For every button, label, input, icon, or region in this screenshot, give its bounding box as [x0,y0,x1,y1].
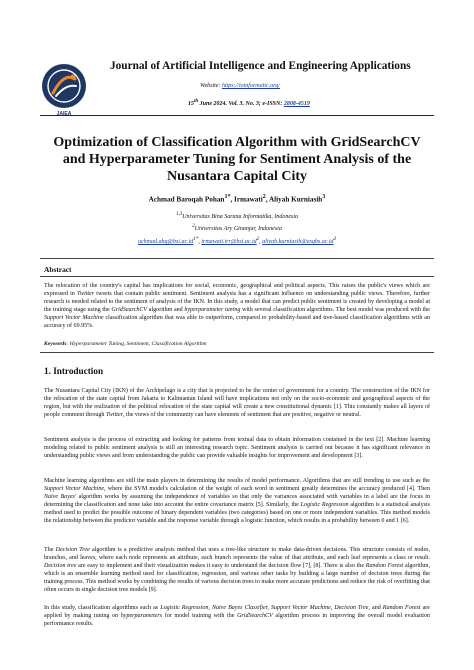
journal-logo-icon [40,62,88,110]
author-sup: 3 [322,194,326,200]
keywords-label: Keywords [44,341,67,347]
author-list [0,194,474,203]
section-heading: 1. Introduction [44,366,104,376]
journal-title: Journal of Artificial Intelligence and Engineering Applications [110,60,411,72]
email-sup: 2 [256,237,260,242]
affiliation-sup: 2 [192,224,195,229]
affiliation-1 [0,212,474,220]
author-sup: 2 [262,194,266,200]
affiliation-text: Universitas Bina Sarana Informatika, Indonesia [182,214,299,220]
body-paragraph: In this study, classification algorithms such as Logistic Regression, Naive Bayes Classifier, Support Vector Machine, Decision Tree, and Random Forest are applied by making tuning on hyperparameters for model training with the GridSearchCV algorithm process in improving the overall model evaluation performance results. [44,605,430,627]
author-name: Irmawati [234,195,263,204]
logo-label: JAIEA [56,111,72,117]
issn-link[interactable]: 2808-4519 [283,101,310,107]
body-paragraph: Machine learning algorithms are still the main players in determining the results of model performance. Algorithms that are still trending to use such as the Support Vector Machine, where the SVM model's calculation of the weight of each word in sentiment greatly determines the accuracy produced [4]. Then Naive Bayes' algorithm works by assuming the independence of variables so that only the variances associated with variables in a label are the focus in determining the classification and none take into account the entire covariance matrix [5]. Similarly, the Logistic Regression algorithm is a statistical analysis method used to predict the possible outcome of binary dependent variables (two categories) based on one or more independent variables. This method models the relationship between the predictor variable and the response variable through a logistic function, which results in a probability between 0 and 1 [6]. [44,478,430,524]
email-sep: , [259,239,263,245]
issue-day: 15 [188,101,194,107]
author-sep: , [265,195,269,204]
header-divider [40,115,434,116]
email-link[interactable]: aliyah.kurniasih@esqbs.ac.id [262,239,334,245]
issue-text: June 2024. Vol. 3. No. 3; e-ISSN: [198,101,284,107]
paper-title-line: and Hyperparameter Tuning for Sentiment Analysis of the [62,152,412,167]
issue-line [188,99,310,107]
body-paragraph: The Decision Tree algorithm is a predictive analysis method that uses a tree-like structure to make data-driven decisions. This structure consists of nodes, branches, and leaves, where each node represents an attribute, each branch represents the value of that attribute, and each leaf represents a class or result. Decision tree are easy to implement and their visualization makes it easy to understand the decision flow [7], [8]. There is also the Random Forest algorithm, which is an ensemble learning method used for classification, regression, and various other tasks by building a large number of decision trees during the training process. This method works by combining the results of various decision trees to make more accurate predictions and reduce the risk of overfitting that often occurs in single decision tree models [9]. [44,547,430,593]
author-name: Aliyah Kurniasih [268,195,323,204]
paper-title-line: Nusantara Capital City [166,169,307,184]
abstract-text: The relocation of the country's capital has implications for social, economic, geographical and political aspects. This raises the public's views which are expressed in Twitter tweets that contain public sentiment. Sentiment analysis has a significant influence on understanding public views. Therefore, further research is needed related to the sentiment of analysis of the IKN. In this study, a model that can predict public sentiment is created by developing a model at the training stage using the GridSearchCV algorithm and hyperparameter tuning with several classification algorithms. The best model was produced with the Support Vector Machine classification algorithm that was able to outperform, compared to probability-based and tree-based classification algorithms with an accuracy of 69.95%. [44,283,430,329]
email-link[interactable]: achmad.abq@bsi.ac.id [137,239,194,245]
body-paragraph: The Nusantara Capital City (IKN) of the Archipelago is a city that is projected to be the center of government for a country. The construction of the IKN for the relocation of the state capital from Jakarta to Kalimantan Island will have implications not only on the socio-economic and geographical aspects of the region, but with the realization of the political relocation of the state capital will create a new constitutional dynamic [1]. This constantly makes all layers of people comment through Twitter, the views of the community can have elements of sentiment that are positive, negative or neutral. [44,388,430,418]
author-name: Achmad Baroqah Pohan [148,195,225,204]
website-line [200,83,280,89]
affiliation-text: Universitas Ary Ginanjar, Indonesia [194,226,282,232]
keywords-line [44,341,207,347]
website-link[interactable]: https://ioinformatic.org/ [221,83,280,89]
author-emails [0,237,474,245]
abstract-heading: Abstract [44,265,72,274]
email-link[interactable]: irmawati.irr@bsi.ac.id [201,239,257,245]
affiliation-sup: 1,3 [175,212,183,217]
keywords-rule [40,352,434,353]
author-sup: 1* [224,194,231,200]
website-label: Website: [200,83,222,89]
paper-title-line: Optimization of Classification Algorithm with GridSearchCV [53,135,421,150]
issue-day-suffix: th [194,99,199,104]
email-sup: 1* [193,237,199,242]
email-sup: 3 [333,237,337,242]
affiliation-2 [0,224,474,232]
paper-title [40,134,434,185]
abstract-heading-rule [40,276,434,277]
keywords-text: : Hyperparameter Tuning, Sentiment, Classification Algorithm [66,341,207,347]
author-sep: , [230,195,235,204]
abstract-top-rule [40,258,434,259]
email-sep: , [198,239,202,245]
body-paragraph: Sentiment analysis is the process of extracting and looking for patterns from textual data to obtain information contained in the text [2]. Machine learning modeling related to public sentiment analysis is still an interesting research topic. Sentiment analysis is carried out because it has significant relevance in understanding public views and from understanding the public can provide valuable insights for improvement and development [3]. [44,437,430,459]
